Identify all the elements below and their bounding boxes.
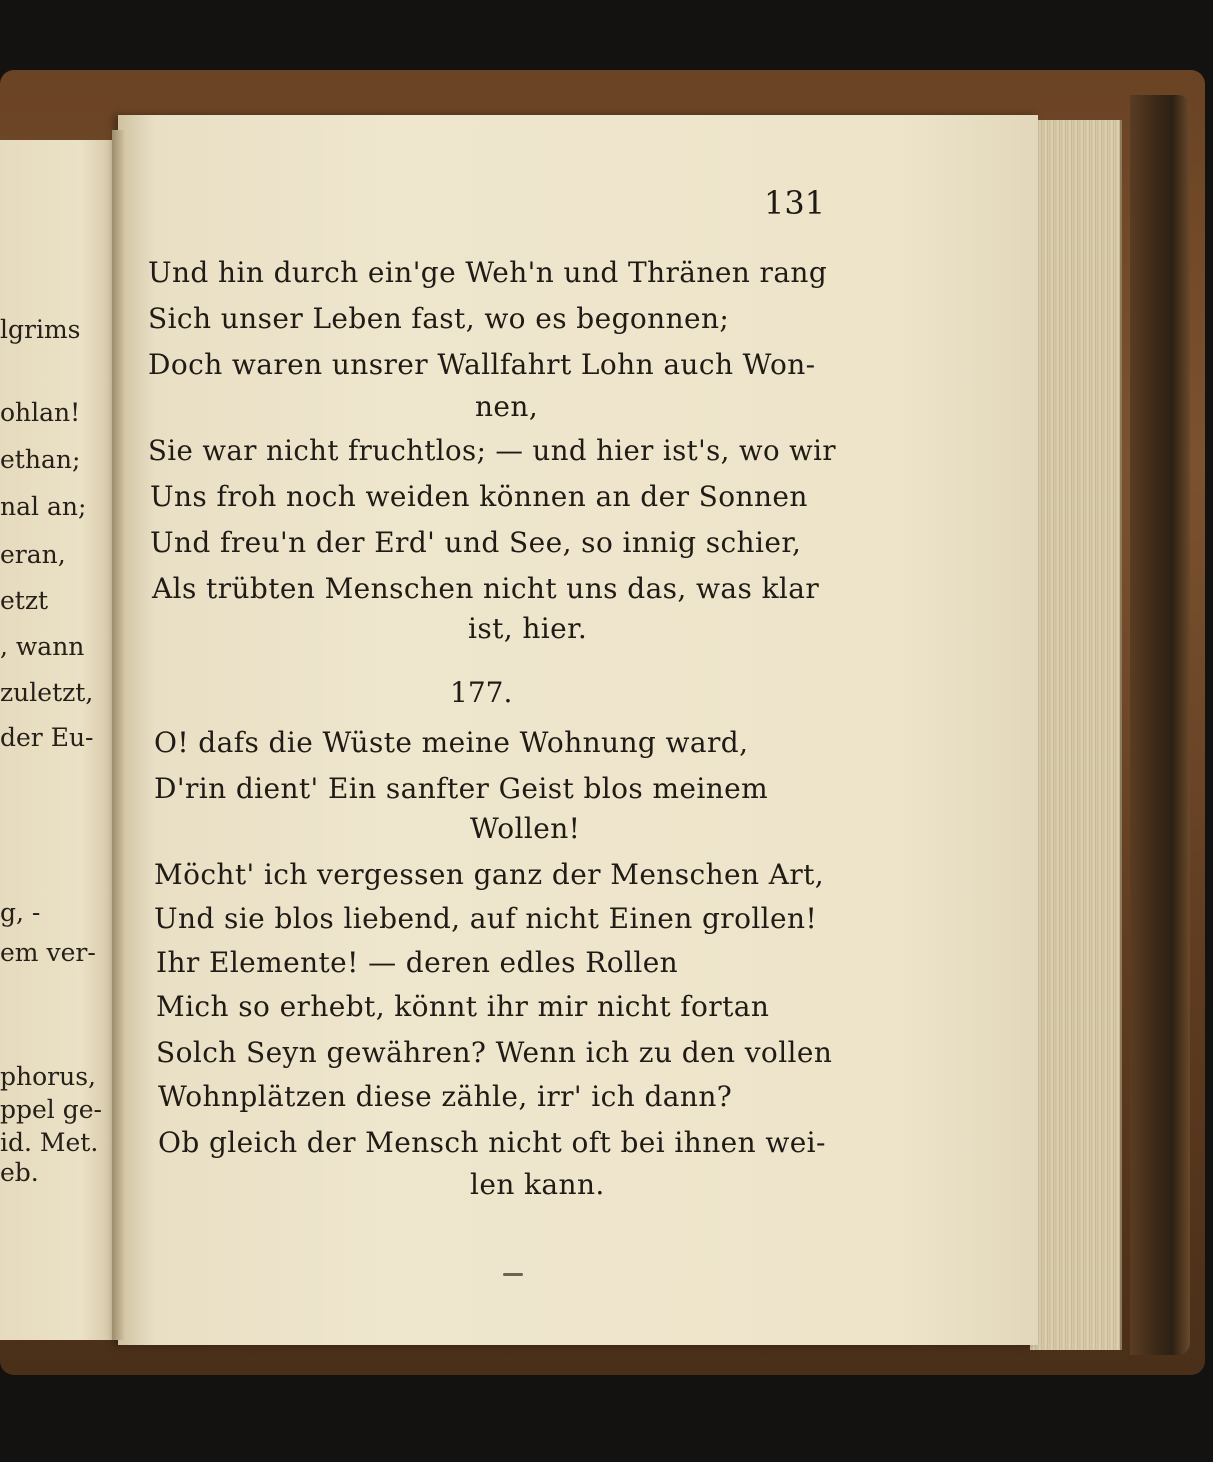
poem-line: Solch Seyn gewähren? Wenn ich zu den vollen (156, 1036, 833, 1069)
poem-line: Und freu'n der Erd' und See, so innig schier, (150, 526, 802, 559)
left-line: etzt (0, 586, 49, 615)
left-line: nal an; (0, 492, 87, 521)
poem-line: Und sie blos liebend, auf nicht Einen grollen! (154, 902, 818, 935)
left-line: , wann (0, 632, 85, 661)
poem-line: Doch waren unsrer Wallfahrt Lohn auch Won- (148, 348, 816, 381)
left-line: eran, (0, 540, 66, 569)
poem-line: len kann. (470, 1168, 605, 1201)
left-page-text (0, 140, 115, 1340)
poem-line: Sie war nicht fruchtlos; — und hier ist's, wo wir (148, 434, 836, 467)
page-mark (503, 1273, 523, 1276)
left-line: phorus, (0, 1062, 96, 1091)
page-edges (1030, 120, 1122, 1350)
poem-line: Wohnplätzen diese zähle, irr' ich dann? (158, 1080, 733, 1113)
left-line: ppel ge- (0, 1095, 102, 1124)
poem-line: ist, hier. (468, 612, 588, 645)
page-number: 131 (764, 184, 826, 222)
stanza-number: 177. (450, 676, 513, 709)
poem-line: Als trübten Menschen nicht uns das, was klar (152, 572, 820, 605)
left-line: lgrims (0, 315, 81, 344)
poem-line: nen, (475, 390, 539, 423)
poem-line: D'rin dient' Ein sanfter Geist blos meinem (154, 772, 769, 805)
left-line: em ver- (0, 938, 96, 967)
poem-line: Mich so erhebt, könnt ihr mir nicht fortan (156, 990, 770, 1023)
poem-line: Wollen! (470, 812, 581, 845)
left-line: eb. (0, 1158, 39, 1187)
poem-line: Ob gleich der Mensch nicht oft bei ihnen wei- (158, 1126, 826, 1159)
left-line: ohlan! (0, 398, 81, 427)
book-gutter (112, 130, 126, 1340)
left-line: g, - (0, 898, 41, 927)
left-line: ethan; (0, 445, 81, 474)
poem-line: Uns froh noch weiden können an der Sonnen (150, 480, 808, 513)
poem-line: Möcht' ich vergessen ganz der Menschen Art, (154, 858, 825, 891)
poem-line: O! dafs die Wüste meine Wohnung ward, (154, 726, 749, 759)
left-line: der Eu- (0, 723, 94, 752)
poem-line: Ihr Elemente! — deren edles Rollen (156, 946, 679, 979)
book-spine (1130, 95, 1190, 1355)
left-line: zuletzt, (0, 678, 94, 707)
left-line: id. Met. (0, 1128, 99, 1157)
left-page (0, 140, 115, 1340)
poem-line: Sich unser Leben fast, wo es begonnen; (148, 302, 730, 335)
poem-line: Und hin durch ein'ge Weh'n und Thränen rang (148, 256, 828, 289)
